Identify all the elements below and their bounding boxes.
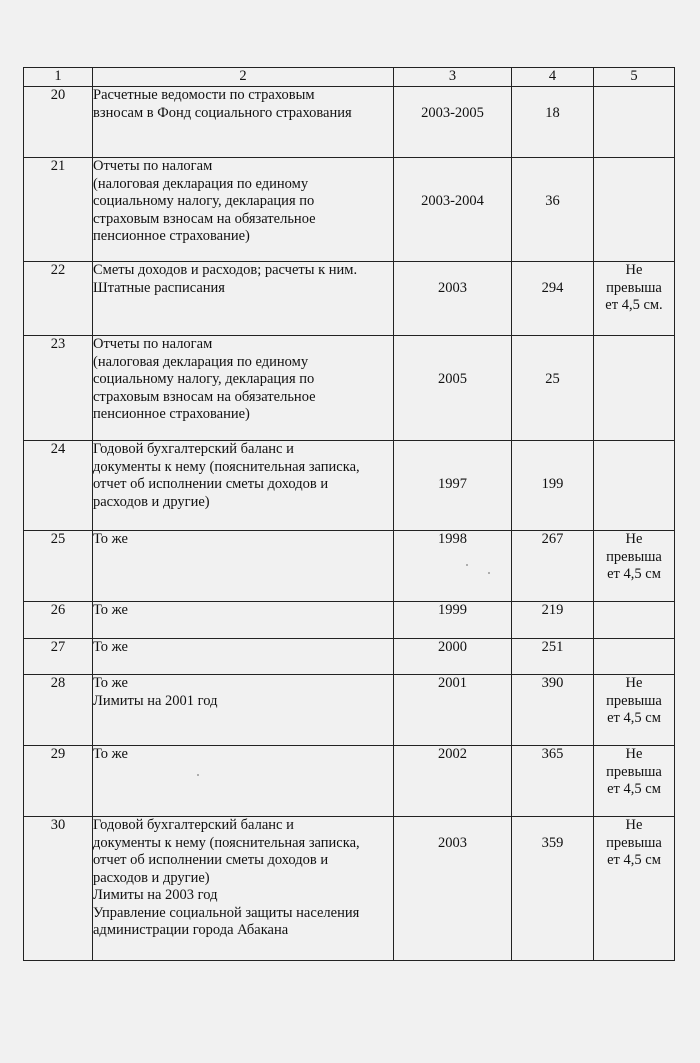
table-row [24,441,675,531]
row-years: 2002 [394,746,512,817]
row-count: 359 [512,817,594,961]
row-count: 294 [512,262,594,336]
row-number: 28 [24,675,93,746]
row-years: 1997 [394,441,512,531]
row-count: 25 [512,336,594,441]
row-description: Отчеты по налогам (налоговая декларация по единому социальному налогу, декларация по страховым взносам на обязательное пенсионное страхование) [93,336,394,441]
row-note [594,602,675,639]
row-count: 36 [512,158,594,262]
row-count: 251 [512,639,594,675]
row-note [594,441,675,531]
row-years: 2005 [394,336,512,441]
row-description: То же [93,639,394,675]
table-row [24,675,675,746]
table-row [24,817,675,961]
row-years: 1999 [394,602,512,639]
table-row [24,639,675,675]
row-description: То же Лимиты на 2001 год [93,675,394,746]
row-years: 2001 [394,675,512,746]
row-count: 199 [512,441,594,531]
row-years: 2003-2005 [394,87,512,158]
records-table [23,67,675,961]
row-description: Отчеты по налогам (налоговая декларация по единому социальному налогу, декларация по страховым взносам на обязательное пенсионное страхование) [93,158,394,262]
row-count: 365 [512,746,594,817]
column-header-1: 1 [24,68,93,87]
scan-speck [197,774,199,776]
row-count: 18 [512,87,594,158]
table-row [24,336,675,441]
row-note: Не превыша ет 4,5 см [594,746,675,817]
row-note: Не превыша ет 4,5 см [594,531,675,602]
row-note [594,639,675,675]
row-description: Сметы доходов и расходов; расчеты к ним. Штатные расписания [93,262,394,336]
row-years: 2003 [394,817,512,961]
row-description: То же [93,746,394,817]
row-description: То же [93,531,394,602]
table-row [24,158,675,262]
row-years: 1998 [394,531,512,602]
row-number: 26 [24,602,93,639]
header-row [24,68,675,87]
scan-speck [488,572,490,574]
table-row [24,531,675,602]
row-number: 27 [24,639,93,675]
row-number: 21 [24,158,93,262]
row-number: 25 [24,531,93,602]
row-note [594,158,675,262]
row-note [594,87,675,158]
table-row [24,746,675,817]
row-count: 390 [512,675,594,746]
row-number: 20 [24,87,93,158]
table-row [24,262,675,336]
row-description: Расчетные ведомости по страховым взносам в Фонд социального страхования [93,87,394,158]
column-header-4: 4 [512,68,594,87]
row-note: Не превыша ет 4,5 см. [594,262,675,336]
row-number: 29 [24,746,93,817]
row-count: 219 [512,602,594,639]
row-count: 267 [512,531,594,602]
row-note: Не превыша ет 4,5 см [594,817,675,961]
row-note: Не превыша ет 4,5 см [594,675,675,746]
row-description: Годовой бухгалтерский баланс и документы к нему (пояснительная записка, отчет об исполнении сметы доходов и расходов и другие) [93,441,394,531]
scan-speck [466,564,468,566]
row-years: 2003 [394,262,512,336]
row-number: 23 [24,336,93,441]
row-note [594,336,675,441]
column-header-5: 5 [594,68,675,87]
row-number: 30 [24,817,93,961]
row-years: 2003-2004 [394,158,512,262]
row-description: То же [93,602,394,639]
column-header-3: 3 [394,68,512,87]
row-number: 22 [24,262,93,336]
row-years: 2000 [394,639,512,675]
row-number: 24 [24,441,93,531]
table-row [24,602,675,639]
table-row [24,87,675,158]
column-header-2: 2 [93,68,394,87]
row-description: Годовой бухгалтерский баланс и документы к нему (пояснительная записка, отчет об исполнении сметы доходов и расходов и другие) Лимиты на 2003 год Управление социальной защиты населения администрации города Абакана [93,817,394,961]
